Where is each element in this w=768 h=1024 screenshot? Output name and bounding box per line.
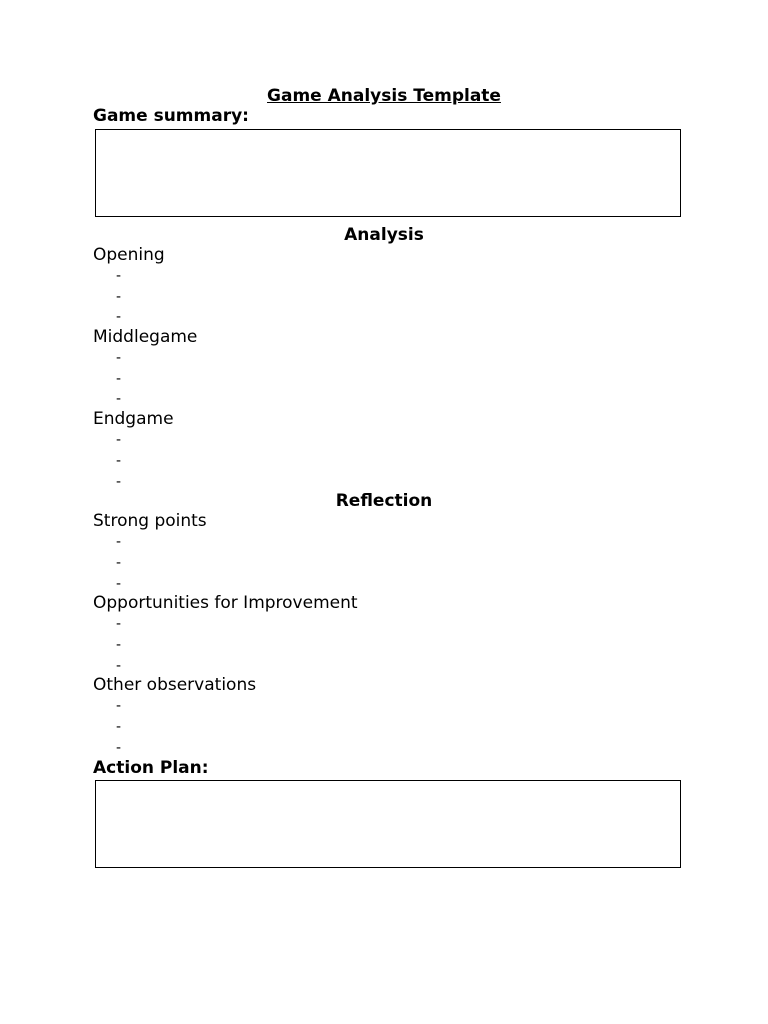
section-label-opportunities: Opportunities for Improvement: [93, 593, 358, 613]
action-plan-box[interactable]: [95, 780, 681, 868]
bullet-dash: -: [116, 698, 122, 714]
bullet-dash: -: [116, 289, 122, 305]
bullet-dash: -: [116, 371, 122, 387]
bullet-dash: -: [116, 474, 122, 490]
section-label-strong-points: Strong points: [93, 511, 207, 531]
bullet-dash: -: [116, 453, 122, 469]
bullet-dash: -: [116, 432, 122, 448]
reflection-heading: Reflection: [335, 491, 433, 511]
section-label-middlegame: Middlegame: [93, 327, 198, 347]
bullet-dash: -: [116, 555, 122, 571]
bullet-dash: -: [116, 740, 122, 756]
section-label-opening: Opening: [93, 245, 165, 265]
bullet-dash: -: [116, 350, 122, 366]
bullet-dash: -: [116, 534, 122, 550]
bullet-dash: -: [116, 616, 122, 632]
section-label-other-observations: Other observations: [93, 675, 257, 695]
action-plan-label: Action Plan:: [93, 758, 209, 778]
bullet-dash: -: [116, 391, 122, 407]
bullet-dash: -: [116, 268, 122, 284]
document-title: Game Analysis Template: [267, 86, 501, 106]
bullet-dash: -: [116, 658, 122, 674]
analysis-heading: Analysis: [344, 225, 424, 245]
game-summary-label: Game summary:: [93, 106, 249, 126]
bullet-dash: -: [116, 637, 122, 653]
game-summary-box[interactable]: [95, 129, 681, 217]
bullet-dash: -: [116, 576, 122, 592]
section-label-endgame: Endgame: [93, 409, 174, 429]
bullet-dash: -: [116, 309, 122, 325]
bullet-dash: -: [116, 719, 122, 735]
